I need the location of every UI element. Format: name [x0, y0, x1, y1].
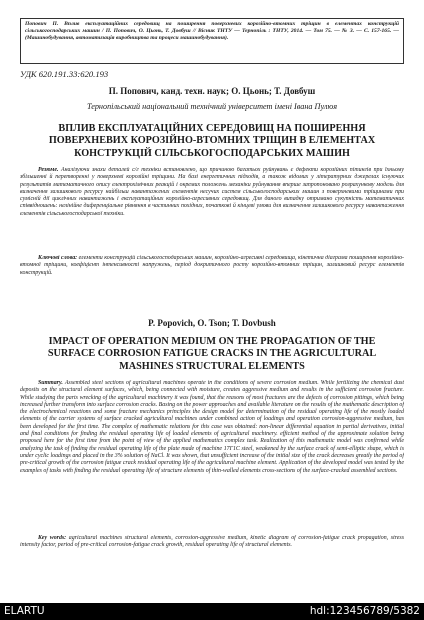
- handle-link[interactable]: hdl:123456789/5382: [309, 605, 420, 617]
- citation-box: [20, 18, 404, 64]
- abstract-ukrainian-text: Аналізуючи знахи деталей с/г техніки встановлено, що причиною багатьох руйнувань є дефекти корозійних пітингів при їхньому збільшенні й перетворенні у поверхневі корозійні тріщини. На базі енергетичних підходів, а також відомих у літературних джерелах існуючих результатів математичного опису електрохімічних реакцій і окремих положень механіки руйнування вперше запропоновано розрахункову модель для визначення залишкового ресурсу найбільш навантажених елементів несучих систем сільськогосподарських машин з поверхневими тріщинами при сумісній дії циклічних навантажень і експлуатаційних корозійно-агресивних середовищ. Для даного випадку отримано сукупність математичних співвідношень: нелінійне диференціальне рівняння в частинних похідних, початкові й кінцеві умови для визначення залишкового ресурсу навантаження елементів сільськогосподарської техніки.: [20, 167, 404, 217]
- keywords-english: [20, 535, 404, 573]
- citation-text: Попович П. Вплив експлуатаційних середовищ на поширення поверхневих корозійно-втомних тріщин в елементах конструкцій сільськогосподарських машин / П. Попович, О. Цьонь, Т. Довбуш // Вісник ТНТУ — Тернопіль : ТНТУ, 2014. — Том 75. — № 3. — С. 157-165. — (Машинобудування, автоматизація виробництва та процеси машинобудування).: [25, 21, 399, 41]
- title-english: IMPACT OF OPERATION MEDIUM ON THE PROPAGATION OF THE SURFACE CORROSION FATIGUE CRACKS IN THE AGRICULTURAL MASHINES STRUCTURAL ELEMENTS: [47, 336, 377, 372]
- keywords-ukrainian-text: елементи конструкцій сільськогосподарських машин, корозійно-агресивні середовища, кінетична діаграма поширення корозійно-втомної тріщини, коефіцієнт інтенсивності напружень, період докритичного росту корозійно-втомних тріщин, залишковий ресурс елементів конструкцій.: [20, 255, 404, 276]
- abstract-english: [20, 380, 404, 531]
- abstract-english-text: Assembled steel sections of agricultural machines operate in the conditions of severe corrosion medium. While fertilizing the chemical dust deposits on the structural element surfaces, which, being connected with moisture, creates aggressive medium and results in the sufficient corrosion fracture. While studying the parts wrecking of the agricultural machinery it was found, that the reasons of most fractures are the defects of corrosion pittings, which being increased further transform into surface corrosion cracks. Basing on the power approaches and available literature on the results of the mathematic description of the electrochemical reactions and some fracture mechanics principles the design model for determination of the residual operating life of the mostly loaded elements of the carrier systems of surface cracked agricultural machines under combined action of loadings and operation corrosion-aggressive medium, has been developed for the first time. The complex of mathematic relations for this case was obtained: non-linear differential equation in partial derivatives, initial and final conditions for finding the residual operating life of loaded elements of agricultural machinery. efficient method of the approximate solution being proposed here for the first time from the point of view of the applied mathematics complex task. Realization of this mathematic model was confirmed while analyzing the task of finding the residual operating life of the plate made of machine 17Г1С steel, weakened by the surface crack of semi-elliptic shape, which is under cyclic loadings and placed in the 3% solution of NaCl. It was shown, that unsufficient increase of the initial size of the crack decreases greatly the period of pre-critical growth of the corrosion fatigue crack residual operating life of the agricultural machine element. Application of the developed model was tested by the examples of tasks with finding the residual operating life of structure elements of thin-walled elements cross-sections of the surface-cracked assembled sections.: [20, 380, 404, 474]
- abstract-ukrainian-lead: Резюме.: [38, 167, 59, 173]
- authors-ukrainian: П. Попович, канд. техн. наук; О. Цьонь; Т. Довбуш: [108, 86, 316, 96]
- keywords-ukrainian-lead: Ключові слова:: [38, 255, 78, 261]
- title-ukrainian: ВПЛИВ ЕКСПЛУАТАЦІЙНИХ СЕРЕДОВИЩ НА ПОШИРЕННЯ ПОВЕРХНЕВИХ КОРОЗІЙНО-ВТОМНИХ ТРІЩИН В ЕЛЕМЕНТАХ КОНСТРУКЦІЙ СІЛЬСЬКОГОСПОДАРСЬКИХ МАШИН: [48, 123, 376, 159]
- keywords-english-text: agricultural machines structural elements, corrosion-aggressive medium, kinetic diagram of corrosion-fatigue crack propagation, stress intensity factor, period of pre-critical corrosion-fatigue crack growth, residual operating life of structural elements.: [20, 535, 404, 549]
- authors-english: P. Popovich, O. Tson; T. Dovbush: [148, 318, 276, 328]
- affiliation-ukrainian: Тернопільський національний технічний університет імені Івана Пулюя: [86, 102, 338, 111]
- keywords-ukrainian: [20, 255, 404, 307]
- repository-footer-bar: [0, 603, 424, 620]
- keywords-english-lead: Key words:: [38, 535, 67, 541]
- repository-name: ELARTU: [4, 605, 45, 617]
- abstract-ukrainian: [20, 167, 404, 251]
- udc-code: УДК 620.191.33:620.193: [20, 69, 109, 79]
- abstract-english-lead: Summary.: [38, 380, 63, 386]
